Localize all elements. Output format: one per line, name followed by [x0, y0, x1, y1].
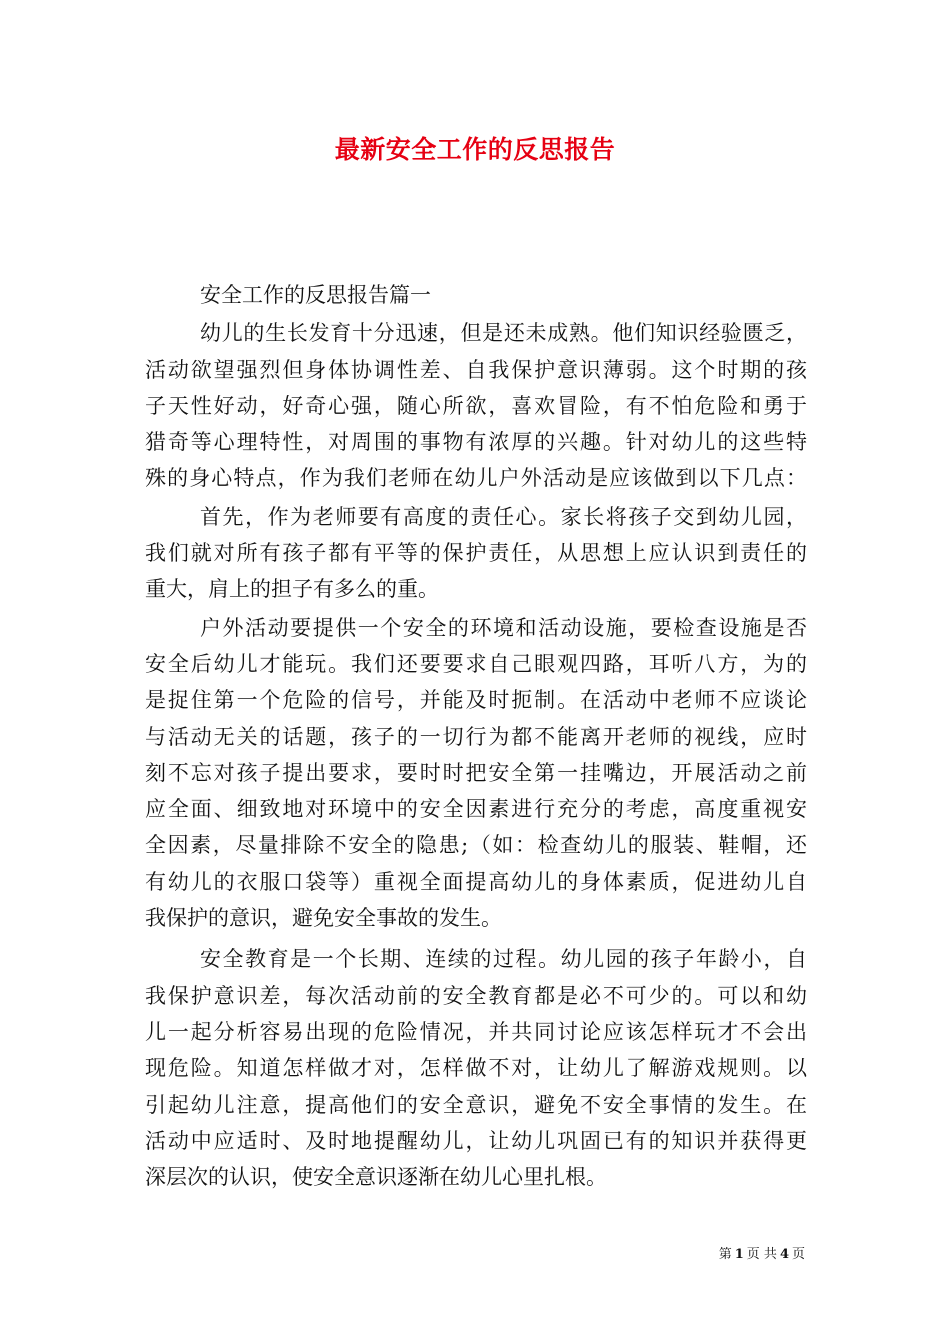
- text-line: 重大，肩上的担子有多么的重。: [145, 577, 439, 602]
- text-line: 活动中应适时、及时地提醒幼儿，让幼儿巩固已有的知识并获得更: [145, 1128, 807, 1153]
- text-line: 殊的身心特点，作为我们老师在幼儿户外活动是应该做到以下几点：: [145, 466, 807, 491]
- footer-middle: 页 共: [746, 1247, 777, 1262]
- text-line: 引起幼儿注意，提高他们的安全意识，避免不安全事情的发生。在: [145, 1092, 807, 1117]
- text-line: 安全教育是一个长期、连续的过程。幼儿园的孩子年龄小，自: [200, 947, 807, 972]
- text-line: 我们就对所有孩子都有平等的保护责任，从思想上应认识到责任的: [145, 541, 807, 566]
- text-line: 与活动无关的话题，孩子的一切行为都不能离开老师的视线，应时: [145, 724, 807, 749]
- text-line: 户外活动要提供一个安全的环境和活动设施，要检查设施是否: [200, 615, 807, 640]
- page-number-footer: [719, 1246, 805, 1264]
- text-line: 是捉住第一个危险的信号，并能及时扼制。在活动中老师不应谈论: [145, 688, 807, 713]
- document-body: [145, 277, 807, 1195]
- text-line: 刻不忘对孩子提出要求，要时时把安全第一挂嘴边，开展活动之前: [145, 760, 807, 785]
- paragraph-heading: [145, 277, 807, 313]
- text-line: 子天性好动，好奇心强，随心所欲，喜欢冒险，有不怕危险和勇于: [145, 393, 807, 418]
- text-line: 现危险。知道怎样做才对，怎样做不对，让幼儿了解游戏规则。以: [145, 1056, 807, 1081]
- text-line: 安全工作的反思报告篇一: [200, 283, 431, 307]
- footer-suffix: 页: [791, 1247, 805, 1262]
- text-line: 有幼儿的衣服口袋等）重视全面提高幼儿的身体素质，促进幼儿自: [145, 869, 807, 894]
- text-line: 首先，作为老师要有高度的责任心。家长将孩子交到幼儿园，: [200, 504, 807, 529]
- text-line: 儿一起分析容易出现的危险情况，并共同讨论应该怎样玩才不会出: [145, 1019, 807, 1044]
- text-line: 全因素，尽量排除不安全的隐患;（如：检查幼儿的服装、鞋帽，还: [145, 833, 807, 858]
- text-line: 我保护意识差，每次活动前的安全教育都是必不可少的。可以和幼: [145, 983, 807, 1008]
- total-pages-number: 4: [779, 1247, 789, 1262]
- footer-prefix: 第: [718, 1247, 732, 1262]
- paragraph: [145, 315, 807, 496]
- text-line: 应全面、细致地对环境中的安全因素进行充分的考虑，高度重视安: [145, 797, 807, 822]
- text-line: 安全后幼儿才能玩。我们还要要求自己眼观四路，耳听八方，为的: [145, 651, 807, 676]
- current-page-number: 1: [734, 1247, 744, 1262]
- document-title: 最新安全工作的反思报告: [334, 135, 616, 164]
- paragraph: [145, 941, 807, 1195]
- text-line: 我保护的意识，避免安全事故的发生。: [145, 906, 502, 931]
- text-line: 幼儿的生长发育十分迅速，但是还未成熟。他们知识经验匮乏，: [200, 321, 807, 346]
- paragraph: [145, 499, 807, 608]
- text-line: 深层次的认识，使安全意识逐渐在幼儿心里扎根。: [145, 1165, 607, 1190]
- text-line: 活动欲望强烈但身体协调性差、自我保护意识薄弱。这个时期的孩: [145, 357, 807, 382]
- paragraph: [145, 610, 807, 937]
- text-line: 猎奇等心理特性，对周围的事物有浓厚的兴趣。针对幼儿的这些特: [145, 430, 807, 455]
